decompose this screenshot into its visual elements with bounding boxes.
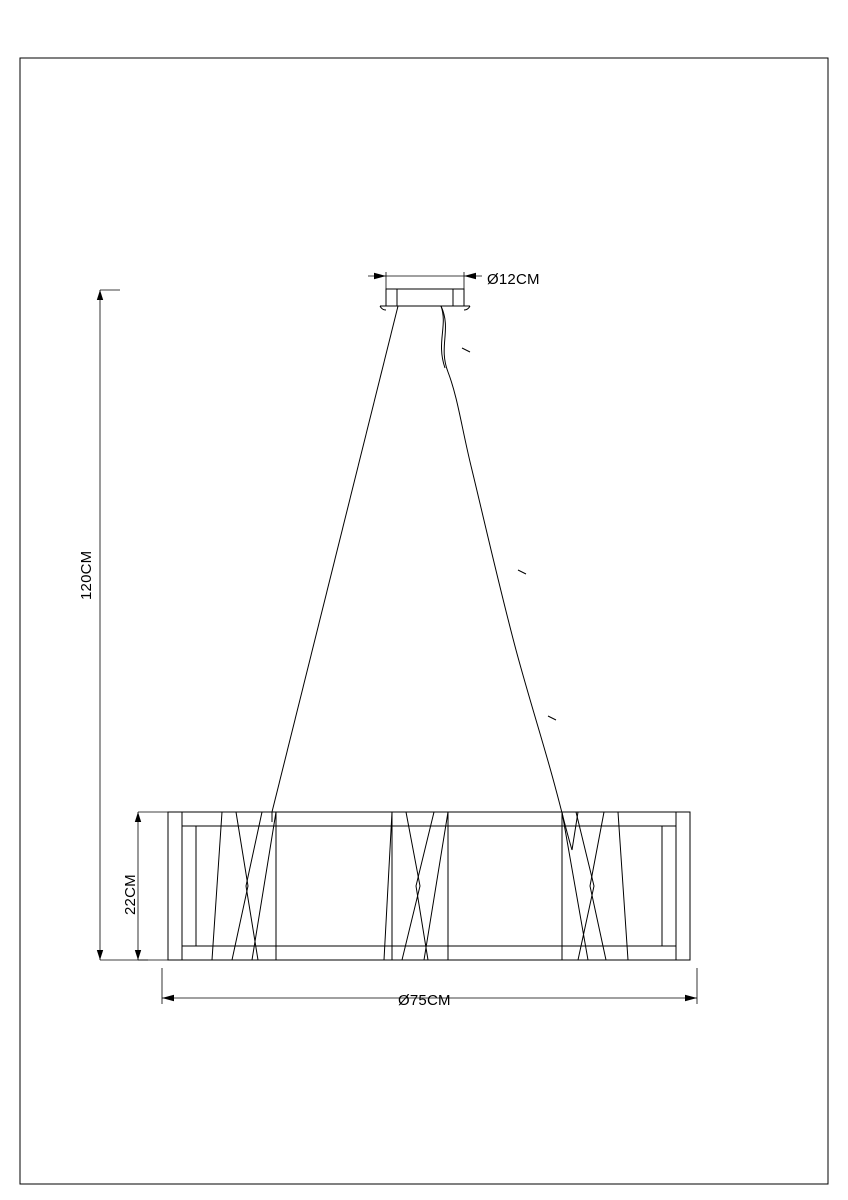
sheet-border <box>20 58 828 1184</box>
dimension-label-fixture-diameter: Ø75CM <box>398 992 451 1009</box>
dimension-label-canopy-diameter: Ø12CM <box>487 271 540 288</box>
dimension-label-height: 120CM <box>78 550 95 600</box>
dimension-lines <box>97 272 697 1004</box>
dimension-label-fixture-height: 22CM <box>122 874 139 915</box>
fixture-geometry <box>168 289 690 960</box>
